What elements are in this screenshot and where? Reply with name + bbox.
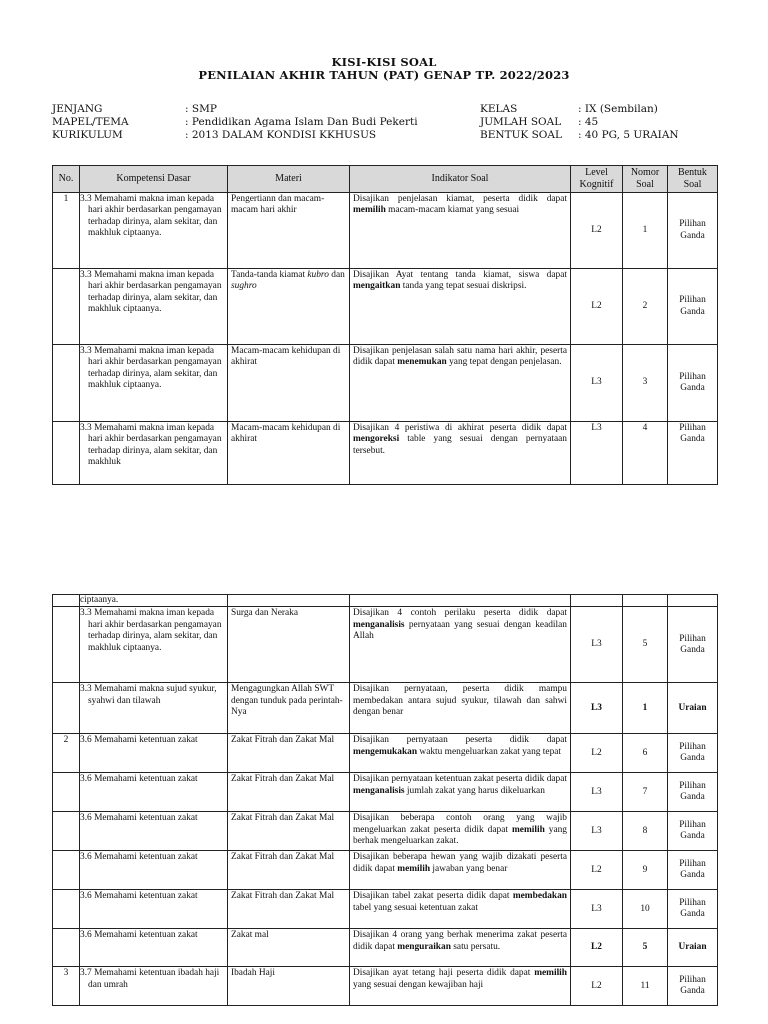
cell-no — [53, 607, 80, 683]
cell-nomor: 9 — [623, 851, 668, 890]
cell-no — [53, 269, 80, 345]
cell-indikator — [350, 967, 571, 1006]
cell-no — [53, 422, 80, 485]
cell-materi — [228, 595, 350, 607]
cell-kompetensi-dasar: ciptaanya. — [80, 595, 228, 607]
materi-text: Tanda-tanda kiamat — [231, 270, 308, 280]
cell-level: L2 — [571, 851, 623, 890]
cell-materi: Zakat Fitrah dan Zakat Mal — [228, 773, 350, 812]
document-subtitle: PENILAIAN AKHIR TAHUN (PAT) GENAP TP. 2022/2023 — [198, 68, 570, 82]
cell-level: L2 — [571, 929, 623, 967]
cell-nomor: 2 — [623, 269, 668, 345]
table-row — [53, 345, 718, 422]
meta-row-kelas — [480, 103, 679, 116]
header-kompetensi-dasar: Kompetensi Dasar — [80, 166, 228, 193]
cell-level: L2 — [571, 967, 623, 1006]
indikator-text: Disajikan 4 orang yang berhak menerima zakat peserta didik dapat — [353, 930, 567, 952]
meta-value: : 2013 DALAM KONDISI KKHUSUS — [185, 129, 377, 141]
cell-nomor — [623, 595, 668, 607]
cell-bentuk: Uraian — [668, 929, 718, 967]
cell-level — [571, 595, 623, 607]
cell-indikator — [350, 683, 571, 734]
cell-bentuk: Pilihan Ganda — [668, 422, 718, 485]
cell-kompetensi-dasar: 3.3 Memahami makna iman kepada hari akhir berdasarkan pengamayan terhadap dirinya, alam sekitar, dan makhluk ciptaanya. — [80, 269, 228, 345]
cell-bentuk: Uraian — [668, 683, 718, 734]
cell-indikator — [350, 269, 571, 345]
cell-no — [53, 773, 80, 812]
cell-kompetensi-dasar: 3.3 Memahami makna iman kepada hari akhir berdasarkan pengamayan terhadap dirinya, alam sekitar, dan makhluk ciptaanya. — [80, 193, 228, 269]
indikator-text: Disajikan tabel zakat peserta didik dapat — [353, 891, 513, 902]
cell-indikator — [350, 734, 571, 773]
indikator-text: Disajikan penjelasan kiamat, peserta didik dapat — [353, 194, 567, 204]
cell-materi — [228, 269, 350, 345]
indikator-text: jawaban yang benar — [430, 863, 508, 874]
table-row — [53, 193, 718, 269]
indikator-keyword: membedakan — [512, 891, 567, 902]
table-row — [53, 269, 718, 345]
meta-value: : IX (Sembilan) — [578, 103, 658, 115]
cell-indikator — [350, 851, 571, 890]
cell-materi: Macam-macam kehidupan di akhirat — [228, 345, 350, 422]
indikator-text: Disajikan penjelasan salah satu nama hari akhir, peserta didik dapat — [353, 346, 567, 368]
table-row — [53, 734, 718, 773]
indikator-keyword: menemukan — [397, 357, 447, 368]
cell-bentuk: Pilihan Ganda — [668, 269, 718, 345]
cell-kompetensi-dasar: 3.6 Memahami ketentuan zakat — [80, 929, 228, 967]
cell-materi: Macam-macam kehidupan di akhirat — [228, 422, 350, 485]
indikator-keyword: memilih — [511, 824, 545, 835]
cell-bentuk: Pilihan Ganda — [668, 607, 718, 683]
cell-bentuk: Pilihan Ganda — [668, 193, 718, 269]
cell-nomor: 1 — [623, 193, 668, 269]
indikator-keyword: menganalisis — [353, 785, 405, 796]
meta-value: : Pendidikan Agama Islam Dan Budi Pekerti — [185, 116, 418, 128]
cell-bentuk: Pilihan Ganda — [668, 851, 718, 890]
indikator-text: macam-macam kiamat yang sesuai — [385, 205, 520, 216]
table-header-row — [53, 166, 718, 193]
document-title: KISI-KISI SOAL — [331, 55, 437, 69]
table-row — [53, 812, 718, 851]
cell-bentuk: Pilihan Ganda — [668, 345, 718, 422]
kisi-table-page-2 — [52, 594, 718, 1006]
cell-kompetensi-dasar: 3.6 Memahami ketentuan zakat — [80, 773, 228, 812]
indikator-text: yang berhak mengeluarkan zakat. — [353, 824, 567, 847]
table-row — [53, 929, 718, 967]
meta-row-jumlah-soal — [480, 116, 679, 129]
meta-row-kurikulum — [52, 129, 418, 142]
table-row — [53, 607, 718, 683]
meta-key: KURIKULUM — [52, 129, 123, 141]
indikator-keyword: mengemukakan — [353, 746, 418, 757]
cell-indikator — [350, 422, 571, 485]
cell-level: L3 — [571, 607, 623, 683]
cell-level: L3 — [571, 683, 623, 734]
cell-no — [53, 890, 80, 929]
cell-kompetensi-dasar: 3.6 Memahami ketentuan zakat — [80, 851, 228, 890]
indikator-text: waktu mengeluarkan zakat yang tepat — [417, 746, 562, 757]
cell-indikator — [350, 193, 571, 269]
cell-nomor: 3 — [623, 345, 668, 422]
cell-nomor: 7 — [623, 773, 668, 812]
indikator-text: Disajikan Ayat tentang tanda kiamat, siswa dapat — [353, 270, 567, 280]
table-row — [53, 967, 718, 1006]
cell-materi: Mengagungkan Allah SWT dengan tunduk pada perintah-Nya — [228, 683, 350, 734]
cell-kompetensi-dasar: 3.7 Memahami ketentuan ibadah haji dan umrah — [80, 967, 228, 1006]
indikator-text: pernyataan yang sesuai dengan keadilan Allah — [353, 619, 567, 642]
cell-nomor: 6 — [623, 734, 668, 773]
cell-no — [53, 595, 80, 607]
meta-right — [480, 103, 679, 142]
cell-indikator — [350, 812, 571, 851]
indikator-text: tabel yang sesuai ketentuan zakat — [353, 902, 478, 913]
indikator-keyword: menguraikan — [397, 941, 451, 952]
cell-bentuk: Pilihan Ganda — [668, 812, 718, 851]
header-indikator-soal: Indikator Soal — [350, 166, 571, 193]
meta-key: KELAS — [480, 103, 518, 115]
cell-materi: Zakat Fitrah dan Zakat Mal — [228, 734, 350, 773]
cell-indikator — [350, 607, 571, 683]
indikator-keyword: mengaitkan — [353, 281, 401, 292]
indikator-text: table yang sesuai dengan pernyataan tersebut. — [353, 434, 567, 456]
cell-no: 3 — [53, 967, 80, 1006]
indikator-text: Disajikan pernyataan peserta didik dapat — [353, 735, 567, 746]
cell-level: L2 — [571, 734, 623, 773]
indikator-text: Disajikan beberapa hewan yang wajib dizakati peserta didik dapat — [353, 852, 567, 874]
indikator-text: yang tepat dengan penjelasan. — [446, 357, 562, 368]
cell-no: 2 — [53, 734, 80, 773]
table-row — [53, 773, 718, 812]
cell-no — [53, 929, 80, 967]
cell-bentuk: Pilihan Ganda — [668, 967, 718, 1006]
cell-bentuk: Pilihan Ganda — [668, 773, 718, 812]
meta-row-mapel — [52, 116, 418, 129]
materi-italic: sughro — [231, 281, 257, 292]
cell-kompetensi-dasar: 3.3 Memahami makna iman kepada hari akhir berdasarkan pengamayan terhadap dirinya, alam sekitar, dan makhluk — [80, 422, 228, 485]
indikator-text: tanda yang tepat sesuai diskripsi. — [400, 281, 527, 292]
header-nomor-soal: Nomor Soal — [623, 166, 668, 193]
cell-indikator — [350, 345, 571, 422]
cell-materi: Zakat Fitrah dan Zakat Mal — [228, 890, 350, 929]
cell-no — [53, 851, 80, 890]
cell-level: L2 — [571, 269, 623, 345]
header-bentuk-soal: Bentuk Soal — [668, 166, 718, 193]
cell-materi: Ibadah Haji — [228, 967, 350, 1006]
meta-key: MAPEL/TEMA — [52, 116, 129, 128]
meta-value: : 40 PG, 5 URAIAN — [578, 129, 679, 141]
indikator-text: jumlah zakat yang harus dikeluarkan — [404, 785, 545, 796]
header-level-kognitif: Level Kognitif — [571, 166, 623, 193]
table-row — [53, 890, 718, 929]
table-row — [53, 595, 718, 607]
indikator-keyword: menganalisis — [353, 619, 405, 630]
cell-indikator — [350, 890, 571, 929]
kisi-table-page-1 — [52, 165, 718, 485]
indikator-keyword: memilih — [397, 863, 431, 874]
table-row — [53, 851, 718, 890]
indikator-text: Disajikan 4 contoh perilaku peserta didik dapat — [353, 608, 567, 619]
header-no: No. — [53, 166, 80, 193]
meta-row-jenjang — [52, 103, 418, 116]
cell-nomor: 5 — [623, 607, 668, 683]
cell-level: L3 — [571, 773, 623, 812]
meta-row-bentuk-soal — [480, 129, 679, 142]
cell-nomor: 8 — [623, 812, 668, 851]
cell-no — [53, 812, 80, 851]
indikator-text: yang sesuai dengan kewajiban haji — [353, 979, 484, 990]
indikator-keyword: memilih — [353, 205, 386, 216]
meta-value: : 45 — [578, 116, 599, 128]
cell-bentuk: Pilihan Ganda — [668, 734, 718, 773]
cell-nomor: 10 — [623, 890, 668, 929]
table-row — [53, 422, 718, 485]
indikator-text: Disajikan 4 peristiwa di akhirat peserta didik dapat — [353, 423, 567, 433]
cell-no — [53, 345, 80, 422]
cell-no — [53, 683, 80, 734]
cell-level: L3 — [571, 345, 623, 422]
meta-left — [52, 103, 418, 142]
indikator-text: Disajikan beberapa contoh orang yang wajib mengeluarkan zakat peserta didik dapat — [353, 813, 567, 835]
header-materi: Materi — [228, 166, 350, 193]
cell-kompetensi-dasar: 3.6 Memahami ketentuan zakat — [80, 734, 228, 773]
cell-no: 1 — [53, 193, 80, 269]
cell-kompetensi-dasar: 3.6 Memahami ketentuan zakat — [80, 890, 228, 929]
cell-materi: Zakat mal — [228, 929, 350, 967]
cell-materi: Zakat Fitrah dan Zakat Mal — [228, 812, 350, 851]
cell-level: L2 — [571, 193, 623, 269]
indikator-text: satu persatu. — [450, 941, 501, 952]
cell-nomor: 5 — [623, 929, 668, 967]
cell-materi: Pengertiann dan macam-macam hari akhir — [228, 193, 350, 269]
cell-indikator — [350, 773, 571, 812]
cell-bentuk — [668, 595, 718, 607]
indikator-text: Disajikan ayat tetang haji peserta didik dapat — [353, 968, 535, 979]
cell-kompetensi-dasar: 3.3 Memahami makna iman kepada hari akhir berdasarkan pengamayan terhadap dirinya, alam sekitar, dan makhluk ciptaanya. — [80, 607, 228, 683]
cell-kompetensi-dasar: 3.3 Memahami makna sujud syukur, syahwi dan tilawah — [80, 683, 228, 734]
materi-italic: kubro — [307, 270, 329, 280]
cell-indikator — [350, 595, 571, 607]
meta-value: : SMP — [185, 103, 217, 115]
table-row — [53, 683, 718, 734]
cell-kompetensi-dasar: 3.6 Memahami ketentuan zakat — [80, 812, 228, 851]
cell-indikator — [350, 929, 571, 967]
cell-kompetensi-dasar: 3.3 Memahami makna iman kepada hari akhir berdasarkan pengamayan terhadap dirinya, alam sekitar, dan makhluk ciptaanya. — [80, 345, 228, 422]
cell-materi: Surga dan Neraka — [228, 607, 350, 683]
indikator-text: Disajikan pernyataan ketentuan zakat peserta didik dapat — [353, 774, 567, 785]
indikator-keyword: memilih — [534, 968, 567, 979]
indikator-text: Disajikan pernyataan, peserta didik mampu membedakan antara sujud syukur, tilawah dan sahwi dengan benar — [353, 684, 567, 718]
meta-key: JENJANG — [52, 103, 103, 115]
cell-materi: Zakat Fitrah dan Zakat Mal — [228, 851, 350, 890]
cell-nomor: 11 — [623, 967, 668, 1006]
materi-text: dan — [328, 270, 345, 280]
cell-level: L3 — [571, 890, 623, 929]
indikator-keyword: mengoreksi — [353, 434, 400, 445]
cell-level: L3 — [571, 812, 623, 851]
meta-key: BENTUK SOAL — [480, 129, 562, 141]
cell-level: L3 — [571, 422, 623, 485]
cell-bentuk: Pilihan Ganda — [668, 890, 718, 929]
cell-nomor: 4 — [623, 422, 668, 485]
meta-key: JUMLAH SOAL — [480, 116, 562, 128]
cell-nomor: 1 — [623, 683, 668, 734]
